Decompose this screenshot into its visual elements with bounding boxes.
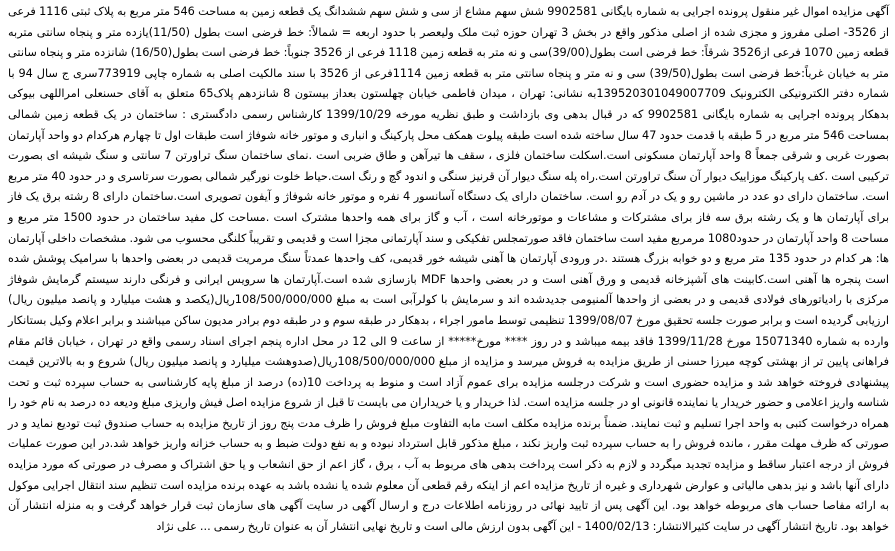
auction-notice-text: آگهی مزایده اموال غیر منقول پرونده اجرایی به شماره بایگانی 9902581 شش سهم مشاع از سی و شش سهم ششدانگ یک قطعه زمین به مساحت 546 متر مربع به پلاک ثبتی 1116 فرعی از 3526- اصلی مفروز و مجزی شده از اصلی مذکور واقع در بخش 3 تهران حوزه ثبت ملک ولیعصر با حدود اربعه = شمالاً: خط فرضی است بطول (11/50)یازده متر و پنجاه سانتی متربه قطعه زمین 1070 فرعی از3526 شرقاً: خط فرضی است بطول(39/00)سی و نه متر به قطعه زمین 1118 فرعی از 3526 جنوباً: خط فرضی است بطول(16/50) شانزده متر و پنجاه سانتی متر به خیابان غرباً:خط فرضی است بطول(39/50) سی و نه متر و پنجاه سانتی متر به قطعه زمین 1114فرعی از 3526 با سند مالکیت اصلی به شماره چاپی 773919سری ج سال 94 با شماره دفتر الکترونیکی الکترونیک 139520301049007709به نشانی: تهران ، میدان فاطمی خیابان چهلستون بعداز بیستون 8 شانزدهم پلاک65 متعلق به آقای حسنعلی امراللهی بیوکی بدهکار پرونده اجرایی به شماره بایگانی 9902581 که در قبال بدهی وی بازداشت و طبق نظریه مورخه 1399/10/29 کارشناس رسمی دادگستری : ساختمان در یک قطعه زمین شمالی بمساحت 546 متر مربع در 5 طبقه با قدمت حدود 47 سال ساخته شده است طبقه پیلوت همکف محل پارکینگ و انباری و موتور خانه شوفاژ است طبقات اول تا چهارم هرکدام دو واحد آپارتمان بصورت غربی و شرقی جمعاً 8 واحد آپارتمان مسکونی است.اسکلت ساختمان فلزی ، سقف ها تیرآهن و طاق ضربی است .نمای ساختمان سنگ تراورتن 7 سانتی و سنگ شیشه ای بصورت ترکیبی است .کف پارکینگ موزاییک دیوار آن سنگ تراورتن است.راه پله سنگ دیوار آن قرنیز سنگی و اندود گچ و رنگ است.حیاط خلوت نورگیر شمالی بصورت سرتاسری و در حدود 40 متر مربع است. ساختمان دارای دو عدد در ماشین رو و یک در آدم رو است. ساختمان دارای یک دستگاه آسانسور 4 نفره و موتور خانه شوفاژ و آیفون تصویری است.ساختمان دارای 8 رشته برق یک فاز برای آپارتمان ها و یک رشته برق سه فاز برای مشترکات و مشاعات و موتورخانه است ، آب و گاز برای همه واحدها مشترک است .مساحت کل مفید ساختمان در حدود 1500 متر مربع و مساحت 8 واحد آپارتمان در حدود1080 مرمربع مفید است ساختمان فاقد صورتمجلس تفکیکی و سند آپارتمانی مجزا است و قدیمی و تقریباً کلنگی محسوب می شود. مشخصات داخلی آپارتمان ها: هر کدام در حدود 135 متر مربع و دو خوابه بزرگ هستند .در ورودی آپارتمان ها آهنی شیشه خور قدیمی، کف واحدها عمدتاً سنگ مرمریت قدیمی در بعضی واحدها با سرامیک پوشش شده است پنجره ها آهنی است.کابینت های آشپزخانه قدیمی و ورق آهنی است و در بعضی واحدها MDF بازسازی شده است.آپارتمان ها سرویس ایرانی و فرنگی دارند سیستم گرمایش شوفاژ مرکزی با رادیاتورهای فولادی قدیمی و در بعضی از واحدها آلمنیومی جدیدشده اند و سرمایش با کولرآبی است به مبلغ 108/500/000/000ریال(یکصد و هشت میلیارد و پانصد میلیون ریال) ارزیابی گردیده است و برابر صورت جلسه تحقیق مورخ 1399/08/07 تنظیمی توسط مامور اجراء ، بدهکار در طبقه سوم و در طبقه دوم برادر مدیون ساکن میباشند و برابر اعلام وکیل بستانکار وارده به شماره 15071340 مورخ 1399/11/28 فاقد بیمه میباشد و در روز **** مورخ***** از ساعت 9 الی 12 در محل اداره پنجم اجرای اسناد رسمی واقع در تهران ، خیابان قائم مقام فراهانی پایین تر از بهشتی کوچه میرزا حسنی از طریق مزایده به فروش میرسد و مزایده از مبلغ 108/500/000/000ریال(صدوهشت میلیارد و پانصد میلیون ریال) شروع و به بالاترین قیمت پیشنهادی فروخته خواهد شد و مزایده حضوری است و شرکت درجلسه مزایده برای عموم آزاد است و منوط به پرداخت 10(ده) درصد از مبلغ پایه کارشناسی به حساب سپرده ثبت و تحت شناسه واریز اعلامی و حضور خریدار یا نماینده قانونی او در جلسه مزایده است. لذا خریدار و یا خریداران می بایست تا قبل از شروع مزایده اصل فیش واریزی مبلغ ودیعه ده درصد به نام خود را همراه درخواست کتبی به واحد اجرا تسلیم و ثبت نمایند. ضمناً برنده مزایده مکلف است مابه التفاوت مبلغ فروش را ظرف مدت پنج روز از تاریخ مزایده به حساب صندوق ثبت تودیع نماید و در صورتی که ظرف مهلت مقرر ، مانده فروش را به حساب سپرده ثبت واریز نکند ، مبلغ مذکور قابل استرداد نبوده و به نفع دولت ضبط و به حساب خزانه واریز خواهد شد.در این صورت عملیات فروش از درجه اعتبار ساقط و مزایده تجدید میگردد و لازم به ذکر است پرداخت بدهی های مربوط به آب ، برق ، گاز اعم از حق انشعاب و یا حق اشتراک و مصرف در صورتی که مورد مزایده دارای آنها باشد و نیز بدهی مالیاتی و عوارض شهرداری و غیره از تاریخ مزایده اعم از اینکه رقم قطعی آن معلوم شده یا نشده باشد به عهده برنده مزایده است تنظیم سند انتقال اجرایی موکول به ارائه مفاصا حساب های مربوطه خواهد بود. این آگهی پس از تایید نهائی در روزنامه اطلاعات درج و ارسال آگهی در سایت آگهی های سازمان ثبت قرار خواهد گرفت و به منزله انتشار آن خواهد بود. تاریخ انتشار آگهی در سایت کثیرالانتشار: 1400/02/13 - این آگهی بدون ارزش مالی است و تاریخ نهایی انتشار آن به عنوان تاریخ رسمی ... علی نژاد	[8, 5, 890, 533]
